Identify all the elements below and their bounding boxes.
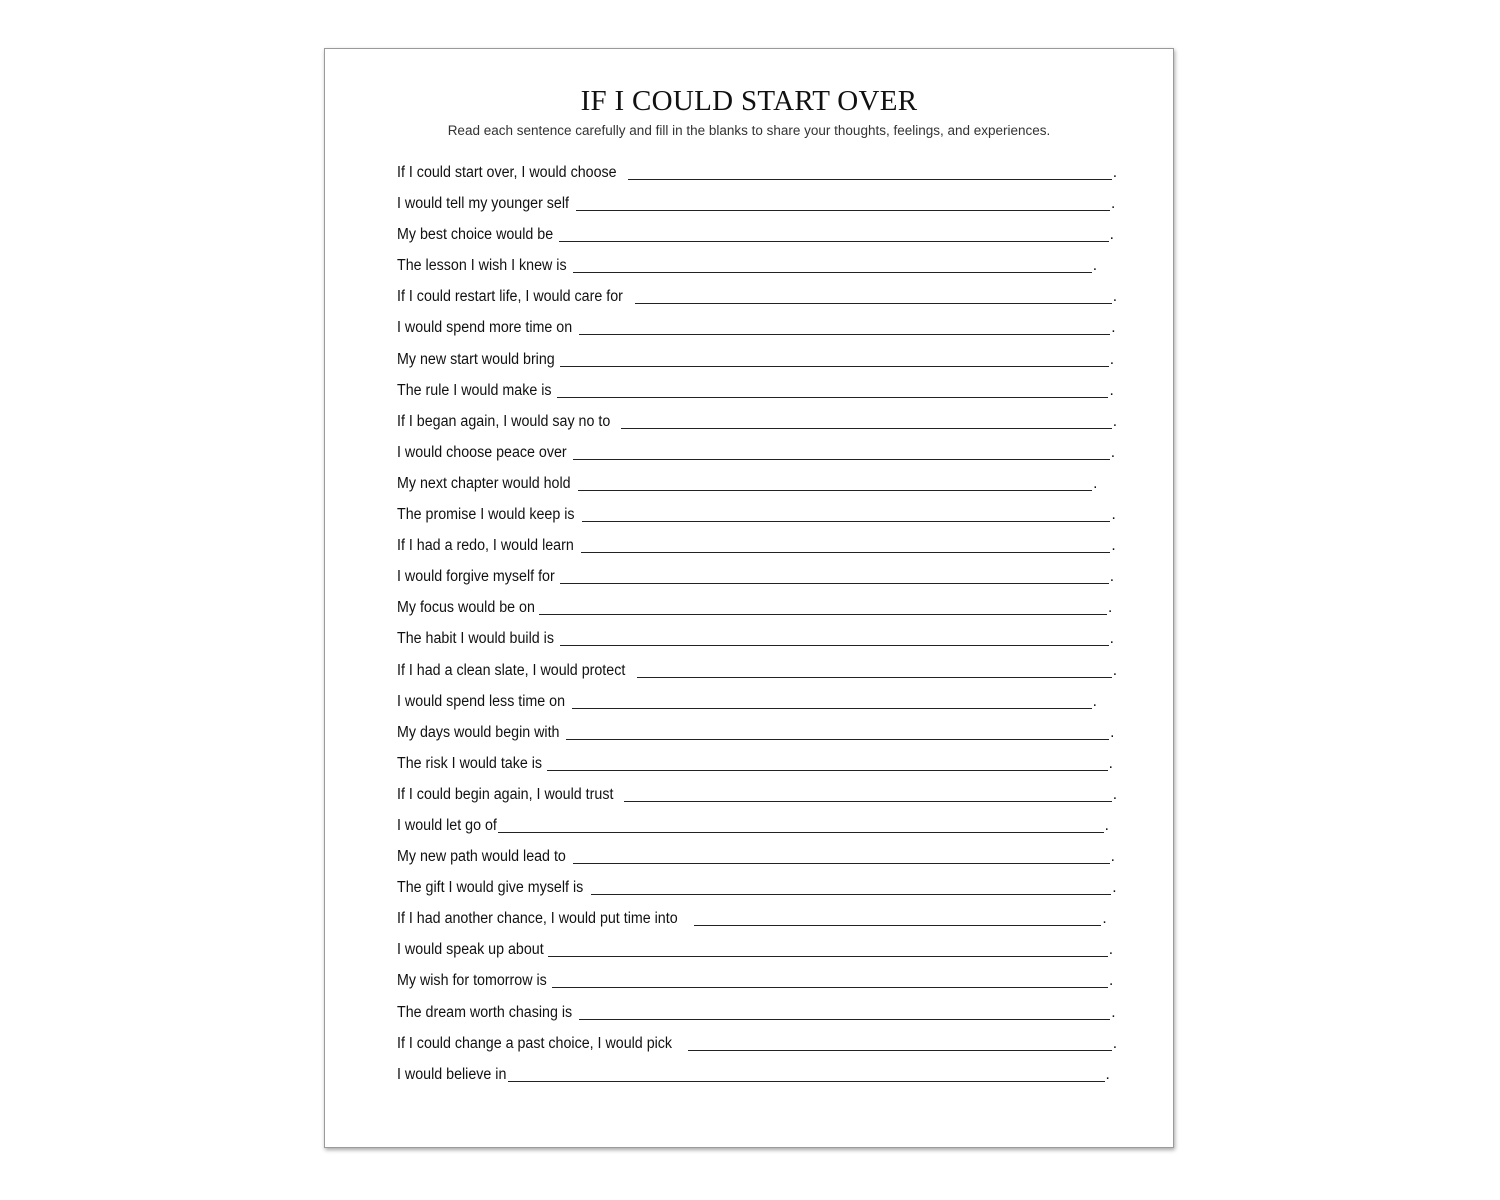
prompt-text: I would spend less time on	[397, 692, 566, 710]
prompt-row	[397, 406, 1117, 437]
prompt-row	[397, 561, 1117, 592]
sentence-period: .	[1112, 785, 1117, 803]
prompt-text: I would let go of	[397, 816, 497, 834]
prompt-text: The promise I would keep is	[397, 506, 575, 524]
prompt-text: I would believe in	[397, 1065, 507, 1083]
prompt-row	[397, 779, 1117, 810]
answer-blank[interactable]	[637, 676, 1112, 678]
prompt-text: The gift I would give myself is	[397, 879, 584, 897]
answer-blank[interactable]	[628, 178, 1112, 180]
prompt-row	[397, 655, 1117, 686]
prompt-row	[397, 1059, 1117, 1090]
prompt-text: I would speak up about	[397, 941, 544, 959]
prompt-text: If I had another chance, I would put time into	[397, 910, 678, 928]
prompt-text: If I could restart life, I would care for	[397, 288, 623, 306]
prompt-row	[397, 810, 1117, 841]
answer-blank[interactable]	[539, 613, 1107, 615]
prompt-text: My new path would lead to	[397, 848, 566, 866]
sentence-period: .	[1092, 692, 1097, 710]
prompt-list	[397, 157, 1117, 1090]
sentence-period: .	[1111, 537, 1116, 555]
prompt-row	[397, 281, 1117, 312]
prompt-row	[397, 686, 1117, 717]
sentence-period: .	[1108, 941, 1114, 959]
answer-blank[interactable]	[566, 738, 1110, 740]
prompt-row	[397, 623, 1117, 654]
answer-blank[interactable]	[591, 893, 1111, 895]
sentence-period: .	[1109, 972, 1114, 990]
prompt-text: If I had a redo, I would learn	[397, 537, 574, 555]
sentence-period: .	[1112, 288, 1117, 306]
prompt-row	[397, 934, 1117, 965]
prompt-text: The dream worth chasing is	[397, 1003, 573, 1021]
answer-blank[interactable]	[635, 302, 1112, 304]
answer-blank[interactable]	[548, 955, 1107, 957]
sentence-period: .	[1109, 630, 1114, 648]
prompt-row	[397, 344, 1117, 375]
answer-blank[interactable]	[560, 644, 1109, 646]
prompt-row	[397, 312, 1117, 343]
sentence-period: .	[1102, 910, 1107, 928]
prompt-row	[397, 219, 1117, 250]
prompt-text: My days would begin with	[397, 723, 560, 741]
prompt-row	[397, 188, 1117, 219]
answer-blank[interactable]	[572, 707, 1092, 709]
prompt-row	[397, 468, 1117, 499]
sentence-period: .	[1110, 848, 1115, 866]
answer-blank[interactable]	[573, 271, 1091, 273]
prompt-row	[397, 157, 1117, 188]
answer-blank[interactable]	[557, 396, 1108, 398]
prompt-row	[397, 1028, 1117, 1059]
prompt-text: My best choice would be	[397, 226, 554, 244]
prompt-text: If I could change a past choice, I would pick	[397, 1034, 673, 1052]
prompt-text: My wish for tomorrow is	[397, 972, 547, 990]
sentence-period: .	[1109, 226, 1114, 244]
sentence-period: .	[1112, 879, 1117, 897]
answer-blank[interactable]	[582, 520, 1110, 522]
answer-blank[interactable]	[552, 986, 1108, 988]
sentence-period: .	[1092, 257, 1098, 275]
prompt-text: I would choose peace over	[397, 443, 567, 461]
answer-blank[interactable]	[578, 489, 1092, 491]
prompt-row	[397, 965, 1117, 996]
sentence-period: .	[1104, 816, 1109, 834]
sentence-period: .	[1110, 723, 1115, 741]
sentence-period: .	[1093, 474, 1098, 492]
answer-blank[interactable]	[573, 458, 1109, 460]
sentence-period: .	[1111, 1003, 1116, 1021]
answer-blank[interactable]	[579, 333, 1110, 335]
sentence-period: .	[1109, 381, 1114, 399]
sentence-period: .	[1112, 164, 1117, 181]
prompt-text: If I had a clean slate, I would protect	[397, 661, 626, 679]
prompt-row	[397, 748, 1117, 779]
sentence-period: .	[1110, 195, 1116, 213]
sentence-period: .	[1112, 1034, 1117, 1052]
prompt-text: I would tell my younger self	[397, 195, 569, 213]
sentence-period: .	[1109, 568, 1115, 586]
prompt-text: The risk I would take is	[397, 754, 543, 772]
prompt-text: If I could start over, I would choose	[397, 164, 617, 181]
prompt-row	[397, 997, 1117, 1028]
sentence-period: .	[1111, 506, 1116, 524]
prompt-row	[397, 499, 1117, 530]
answer-blank[interactable]	[581, 551, 1110, 553]
sentence-period: .	[1109, 350, 1115, 368]
sentence-period: .	[1110, 443, 1116, 461]
prompt-row	[397, 437, 1117, 468]
prompt-text: If I could begin again, I would trust	[397, 785, 614, 803]
prompt-text: I would spend more time on	[397, 319, 573, 337]
sentence-period: .	[1111, 319, 1116, 337]
prompt-row	[397, 375, 1117, 406]
sentence-period: .	[1112, 412, 1117, 430]
prompt-row	[397, 592, 1117, 623]
sentence-period: .	[1107, 599, 1113, 617]
sentence-period: .	[1108, 754, 1113, 772]
prompt-row	[397, 530, 1117, 561]
prompt-text: The habit I would build is	[397, 630, 554, 648]
answer-blank[interactable]	[576, 209, 1110, 211]
worksheet-instructions: Read each sentence carefully and fill in the blanks to share your thoughts, feelings, and experiences.	[447, 123, 1051, 138]
sentence-period: .	[1105, 1065, 1110, 1083]
answer-blank[interactable]	[498, 831, 1104, 833]
prompt-row	[397, 717, 1117, 748]
answer-blank[interactable]	[688, 1049, 1112, 1051]
prompt-row	[397, 872, 1117, 903]
prompt-text: My new start would bring	[397, 350, 555, 368]
prompt-text: The lesson I wish I knew is	[397, 257, 567, 275]
prompt-row	[397, 903, 1117, 934]
worksheet-title: IF I COULD START OVER	[580, 85, 918, 117]
answer-blank[interactable]	[547, 769, 1108, 771]
prompt-text: My next chapter would hold	[397, 474, 571, 492]
answer-blank[interactable]	[624, 800, 1111, 802]
answer-blank[interactable]	[508, 1080, 1105, 1082]
prompt-row	[397, 250, 1117, 281]
worksheet-page	[324, 48, 1174, 1148]
prompt-row	[397, 841, 1117, 872]
prompt-text: If I began again, I would say no to	[397, 412, 611, 430]
answer-blank[interactable]	[579, 1018, 1110, 1020]
answer-blank[interactable]	[573, 862, 1110, 864]
prompt-text: My focus would be on	[397, 599, 535, 617]
prompt-text: I would forgive myself for	[397, 568, 555, 586]
answer-blank[interactable]	[621, 427, 1112, 429]
answer-blank[interactable]	[694, 924, 1101, 926]
sentence-period: .	[1112, 661, 1117, 679]
answer-blank[interactable]	[560, 365, 1108, 367]
prompt-text: The rule I would make is	[397, 381, 552, 399]
answer-blank[interactable]	[559, 240, 1109, 242]
answer-blank[interactable]	[560, 582, 1108, 584]
